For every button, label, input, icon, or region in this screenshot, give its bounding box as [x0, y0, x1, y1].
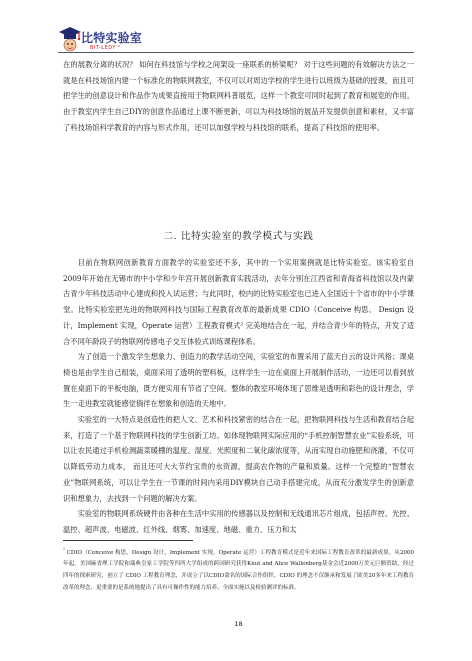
bit-lab-logo	[58, 24, 143, 60]
section-heading: 二. 比特实验室的教学模式与实践	[163, 231, 314, 242]
logo-wordmark: 比特实验室	[81, 31, 143, 45]
header-divider	[58, 52, 414, 53]
intro-paragraph: 在的展教分离的状况？ 如何在科技馆与学校之间架设一座联系的桥梁呢？ 对于这些问题的有效解决方法之一就是在科技场馆内建一个标准化的物联网教室，不仅可以对周边学校的学生进行以班级为基础的授课，而且可把学生的创意设计和作品作为成果直接用于物联网科普展览，这样一个教室可同时起到了教育和展览的作用。由于教室内学生自己DIY的创意作品通过上课不断更新，可以为科技场馆的展品开发提供创意和素材，又丰富了科技场馆科学教育的内容与形式作用，还可以加强学校与科技馆的联系，提高了科技馆的使用率。	[63, 60, 414, 132]
paragraph: 实验室的物联网系统硬件由各种在生活中实用的传感器以及控制和无线通讯芯片组成，包括声控、光控、温控、超声波、电磁波、红外线、烟雾、加速度、地磁、重力、压力和太	[63, 509, 414, 534]
page-number: 18	[234, 620, 243, 628]
logo-subtext: BIT-LEDY™	[90, 45, 122, 51]
graduation-cap-icon	[58, 25, 82, 55]
paragraph: 为了创造一个激发学生想象力、创造力的教学活动空间，实验室的布置采用了蓝天白云的设计风格；课桌椅也是由学生自己组装，桌面采用了透明的塑料板，这样学生一边在桌面上开展制作活动，一边还可以看到放置在桌面下的平板电脑，既方便实用有节省了空间。整体的教室环境体现了思维是透明和彩色的设计理念，学生一走进教室就能感觉徜徉在想象和创造的天地中。	[63, 352, 414, 409]
footnote-divider	[63, 540, 193, 541]
footnote	[63, 545, 414, 594]
main-text-block	[63, 255, 414, 538]
intro-text-block	[63, 57, 414, 136]
paragraph: 实验室的一大特点是创造性的把人文、艺术和科技紧密的结合在一起，把物联网科技与生活和教育结合起来，打造了一个基于物联网科技的学生创新工坊。如体现物联网实际应用的“手机控制智慧农业”实验系统，可以让农民通过手机检测蔬菜暖棚的温度、湿度、光照度和二氧化碳浓度等，从而实现自动施肥和浇灌，不仅可以降低劳动力成本， 而且还可大大节约宝贵的水资源，提高农作物的产量和质量。这样一个完整的“智慧农业”物联网系统，可以让学生在一节课的时间内采用DIY模块自己动手搭建完成，从而充分激发学生的创新意识和想象力，去找到一个问题的解决方案。	[63, 415, 414, 503]
paragraph: 目前在物联网创新教育方面教学的实验室还不多，其中的一个实用案例就是比特实验室。该实验室自2009年开始在无锡市的中小学和少年宫开展创新教育实践活动，去年分别在江西省和青海省科技馆以及内蒙古青少年科技活动中心建成和投入试运营；与此同时，校内的比特实验室也已进入全国近十个省市的中小学课堂。比特实验室把先进的物联网科技与国际工程教育改革的最新成果 CDIO（Conceive 构思、 Design 设计，Implement 实现，Operate 运营）工程教育模式² 完美地结合在一起，并结合青少年的特点，开发了适合不同年龄段子的物联网传感电子交互体验式训练课程体系。	[63, 258, 414, 346]
footnote-marker: ²	[63, 548, 65, 553]
footnote-text: CDIO（Conceive 构思，Design 设计，Implement 实现，Operate 运营）工程教育模式是近年来国际工程教育改革的最新成果。从2000年起，美国麻省理工学院和瑞典皇家工学院等四所大学组成的跨国研究获得Knut and Alice Wallenberg基金会近2000万美元巨额资助，经过四年的探索研究，创立了 CDIO 工程教育理念，并成立了以CDIO命名的国际合作组织。CDIO 的理念不仅继承和发展了欧美20多年来工程教育改革的理念，更重要的是系统地提出了具有可操作性的能力培养、全面实施以及检验测评的标准。	[63, 549, 414, 591]
